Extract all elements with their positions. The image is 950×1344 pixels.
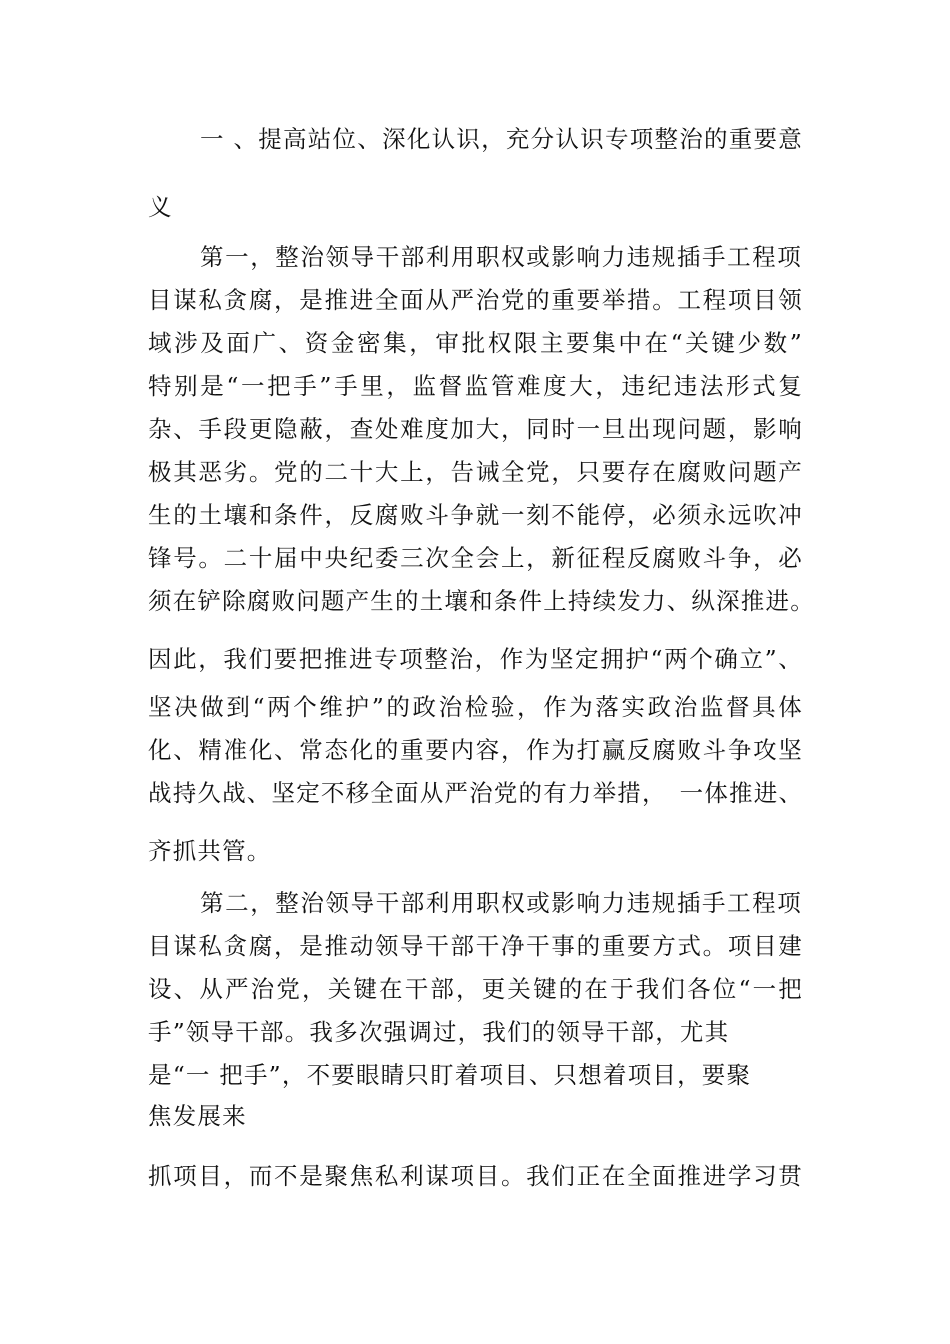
paragraph-line: 坚决做到“两个维护”的政治检验，作为落实政治监督具体 bbox=[148, 693, 803, 721]
paragraph-line: 域涉及面广、资金密集，审批权限主要集中在“关键少数” bbox=[148, 329, 803, 357]
paragraph-line: 目谋私贪腐，是推进全面从严治党的重要举措。工程项目领 bbox=[148, 286, 803, 314]
paragraph-line: 战持久战、坚定不移全面从严治党的有力举措， 一体推进、 bbox=[148, 779, 804, 807]
paragraph-line: 生的土壤和条件，反腐败斗争就一刻不能停，必须永远吹冲 bbox=[148, 501, 803, 529]
paragraph-line: 须在铲除腐败问题产生的土壤和条件上持续发力、纵深推进。 bbox=[148, 587, 815, 615]
paragraph-line: 第二，整治领导干部利用职权或影响力违规插手工程项 bbox=[200, 889, 802, 917]
paragraph-line: 极其恶劣。党的二十大上，告诫全党，只要存在腐败问题产 bbox=[148, 458, 803, 486]
paragraph-line: 特别是“一把手”手里，监督监管难度大，违纪违法形式复 bbox=[148, 372, 803, 400]
paragraph-line: 化、精准化、常态化的重要内容，作为打赢反腐败斗争攻坚 bbox=[148, 736, 803, 764]
paragraph-line: 抓项目，而不是聚焦私利谋项目。我们正在全面推进学习贯 bbox=[148, 1162, 803, 1190]
paragraph-line: 手”领导干部。我多次强调过，我们的领导干部，尤其 bbox=[148, 1018, 730, 1046]
paragraph-line: 因此，我们要把推进专项整治，作为坚定拥护“两个确立”、 bbox=[148, 645, 803, 673]
paragraph-line: 第一，整治领导干部利用职权或影响力违规插手工程项 bbox=[200, 243, 802, 271]
paragraph-line: 锋号。二十届中央纪委三次全会上，新征程反腐败斗争，必 bbox=[148, 544, 803, 572]
paragraph-line: 目谋私贪腐，是推动领导干部干净干事的重要方式。项目建 bbox=[148, 932, 803, 960]
paragraph-line: 齐抓共管。 bbox=[148, 837, 272, 865]
paragraph-line: 设、从严治党，关键在干部，更关键的在于我们各位“一把 bbox=[148, 975, 803, 1003]
section-heading-line-1: 一 、提高站位、深化认识，充分认识专项整治的重要意 bbox=[200, 125, 803, 153]
paragraph-line: 是“一 把手”，不要眼睛只盯着项目、只想着项目，要聚 bbox=[148, 1061, 752, 1089]
section-heading-line-2: 义 bbox=[148, 193, 173, 221]
paragraph-line: 杂、手段更隐蔽，查处难度加大，同时一旦出现问题，影响 bbox=[148, 415, 803, 443]
paragraph-line: 焦发展来 bbox=[148, 1102, 247, 1130]
